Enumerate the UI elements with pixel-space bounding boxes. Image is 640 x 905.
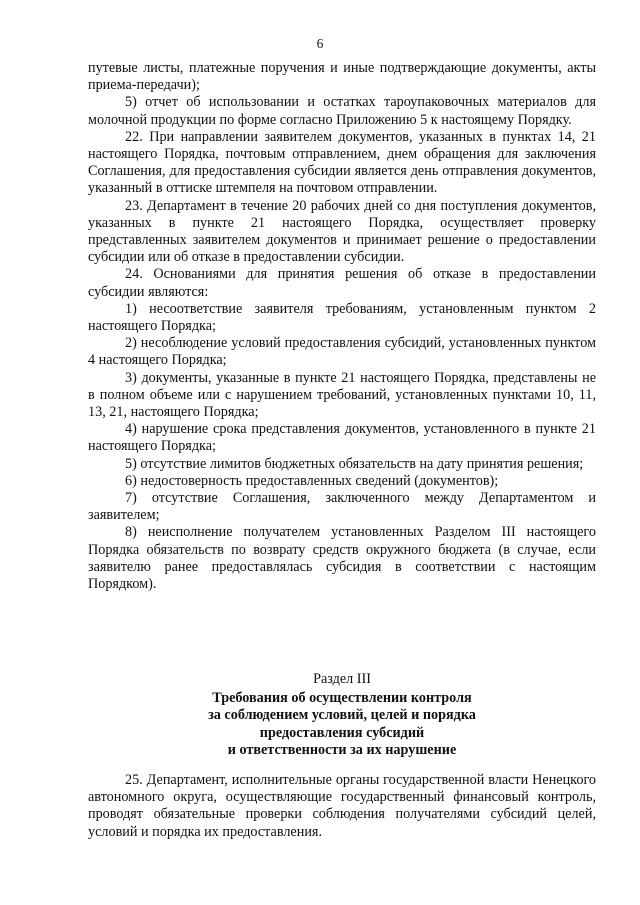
paragraph-24-item-6: 6) недостоверность предоставленных сведений (документов); [125, 472, 499, 489]
paragraph-continuation: путевые листы, платежные поручения и иные подтверждающие документы, акты приема-передачи); [88, 60, 596, 94]
paragraph-item-5: 5) отчет об использовании и остатках тароупаковочных материалов для молочной продукции по форме согласно Приложению 5 к настоящему Порядку. [88, 94, 596, 128]
section-label: Раздел III [313, 671, 371, 687]
paragraph-23: 23. Департамент в течение 20 рабочих дней со дня поступления документов, указанных в пункте 21 настоящего Порядка, осуществляет проверку представленных заявителем документов и принимает решение о предоставлении субсидии или об отказе в предоставлении субсидии. [88, 197, 596, 266]
paragraph-22: 22. При направлении заявителем документов, указанных в пунктах 14, 21 настоящего Порядка, почтовым отправлением, днем обращения для заключения Соглашения, для предоставления субсидии является день отправления документов, указанный в оттиске штемпеля на почтовом отправлении. [88, 128, 596, 197]
paragraph-24-item-3: 3) документы, указанные в пункте 21 настоящего Порядка, представлены не в полном объеме или с нарушением требований, установленных пунктами 10, 11, 13, 21, настоящего Порядка; [88, 369, 596, 421]
section-title-line-1: Требования об осуществлении контроля [212, 690, 472, 707]
paragraph-24: 24. Основаниями для принятия решения об отказе в предоставлении субсидии являются: [88, 266, 596, 300]
paragraph-24-item-5: 5) отсутствие лимитов бюджетных обязательств на дату принятия решения; [125, 455, 584, 472]
body-text [88, 60, 596, 593]
section-title-line-3: предоставления субсидий [259, 724, 425, 741]
paragraph-24-item-2: 2) несоблюдение условий предоставления субсидий, установленных пунктом 4 настоящего Порядка; [88, 335, 596, 369]
section-title-line-2: за соблюдением условий, целей и порядка [208, 707, 476, 724]
section-title-line-4: и ответственности за их нарушение [227, 741, 457, 758]
paragraph-25: 25. Департамент, исполнительные органы государственной власти Ненецкого автономного округа, осуществляющие государственный финансовый контроль, проводят обязательные проверки соблюдения получателями субсидий целей, условий и порядка их предоставления. [88, 772, 596, 840]
paragraph-24-item-1: 1) несоответствие заявителя требованиям, установленным пунктом 2 настоящего Порядка; [88, 300, 596, 335]
closing-text [88, 772, 596, 841]
page-number: 6 [316, 36, 324, 51]
paragraph-24-item-4: 4) нарушение срока представления документов, установленного в пункте 21 настоящего Порядка; [88, 421, 596, 455]
section-heading [88, 671, 596, 759]
paragraph-24-item-8: 8) неисполнение получателем установленных Разделом III настоящего Порядка обязательств по возврату средств окружного бюджета (в случае, если заявителю ранее предоставлялась субсидия в соответствии с настоящим Порядком). [88, 524, 596, 593]
paragraph-24-item-7: 7) отсутствие Соглашения, заключенного между Департаментом и заявителем; [88, 490, 596, 524]
